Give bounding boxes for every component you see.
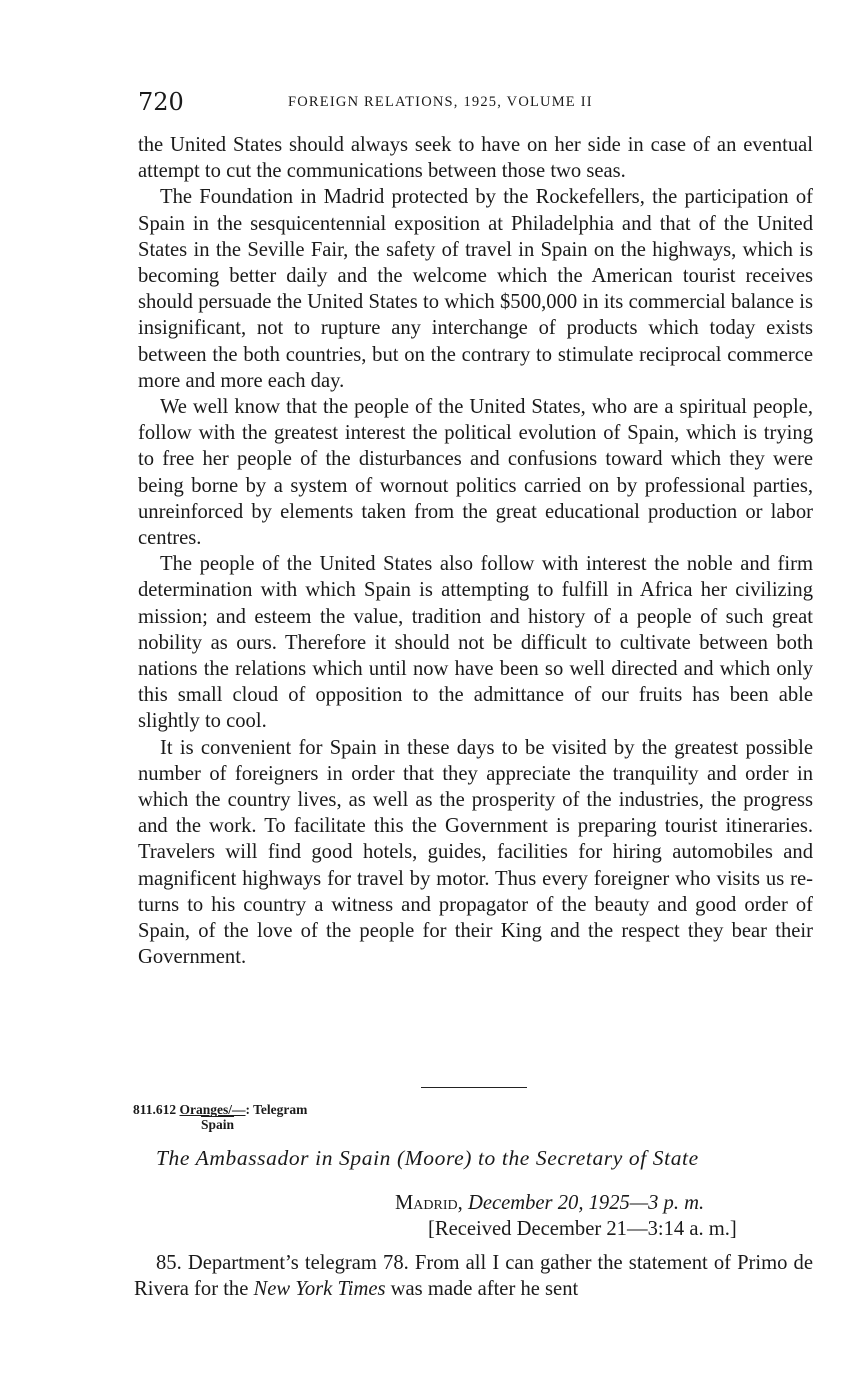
section-divider	[421, 1087, 527, 1088]
file-subject: Oranges/—	[179, 1102, 246, 1117]
telegram-text-start: 85. Department’s telegram 78. From all I can gather the statement of Primo de Rivera for the	[134, 1252, 813, 1301]
file-type: : Telegram	[245, 1102, 308, 1117]
dateline-date: December 20, 1925—3 p. m.	[467, 1192, 705, 1214]
paragraph: It is convenient for Spain in these days to be visited by the greatest possible number of foreigners in order that they appreciate the tranquility and order in which the country lives, as well as the prosperity of the industries, the progress and the work. To facilitate this the Government is preparing tourist itineraries. Travelers will find good hotels, guides, facilities for hiring automobiles and magnificent highways for travel by motor. Thus every foreigner who visits us returns to his country a witness and propagator of the beauty and good order of Spain, of the love of the people for their King and the respect they bear their Government.	[138, 736, 813, 969]
telegram-text	[134, 1250, 813, 1302]
paragraph: The people of the United States also follow with interest the noble and firm determination with which Spain is attempting to fulfill in Africa her civilizing mission; and esteem the value, tradition and history of a people of such great nobility as ours. Therefore it should not be difficult to cultivate between both nations the relations which until now have been so well directed and which only this small cloud of opposition to the admittance of our fruits has been able slightly to cool.	[138, 553, 813, 733]
paragraph: The Foundation in Madrid protected by the Rockefellers, the participation of Spain in the sesquicentennial exposition at Philadelphia and that of the United States in the Seville Fair, the safety of travel in Spain on the highways, which is becoming better daily and the welcome which the American tourist receives should persuade the United States to which $500,000 in its commercial balance is insignificant, not to rupture any interchange of products which today exists between the both countries, but on the contrary to stimulate reciprocal commerce more and more each day.	[138, 186, 813, 392]
paragraph: the United States should always seek to have on her side in case of an eventual attempt to cut the communications between those two seas.	[138, 134, 813, 183]
telegram-paragraph	[134, 1250, 813, 1302]
dateline	[395, 1192, 704, 1215]
received-line: [Received December 21—3:14 a. m.]	[428, 1218, 737, 1240]
running-title: FOREIGN RELATIONS, 1925, VOLUME II	[288, 94, 593, 110]
dateline-place: Madrid,	[395, 1192, 463, 1214]
file-reference	[133, 1102, 307, 1132]
paragraph: We well know that the people of the United States, who are a spiritual people, follow with the greatest interest the political evolution of Spain, which is trying to free her people of the disturbances and confusions toward which they were being borne by a system of wornout politics carried on by professional parties, unreinforced by elements taken from the great educational production or labor centres.	[138, 396, 813, 550]
newspaper-title: New York Times	[253, 1278, 386, 1301]
file-sub-subject: Spain	[201, 1117, 235, 1132]
file-number: 811.612	[133, 1102, 177, 1117]
page-number: 720	[138, 88, 184, 116]
running-head	[138, 88, 813, 118]
body-text	[138, 132, 813, 971]
telegram-text-end: was made after he sent	[385, 1278, 579, 1301]
document-heading: The Ambassador in Spain (Moore) to the Secretary of State	[156, 1146, 699, 1170]
